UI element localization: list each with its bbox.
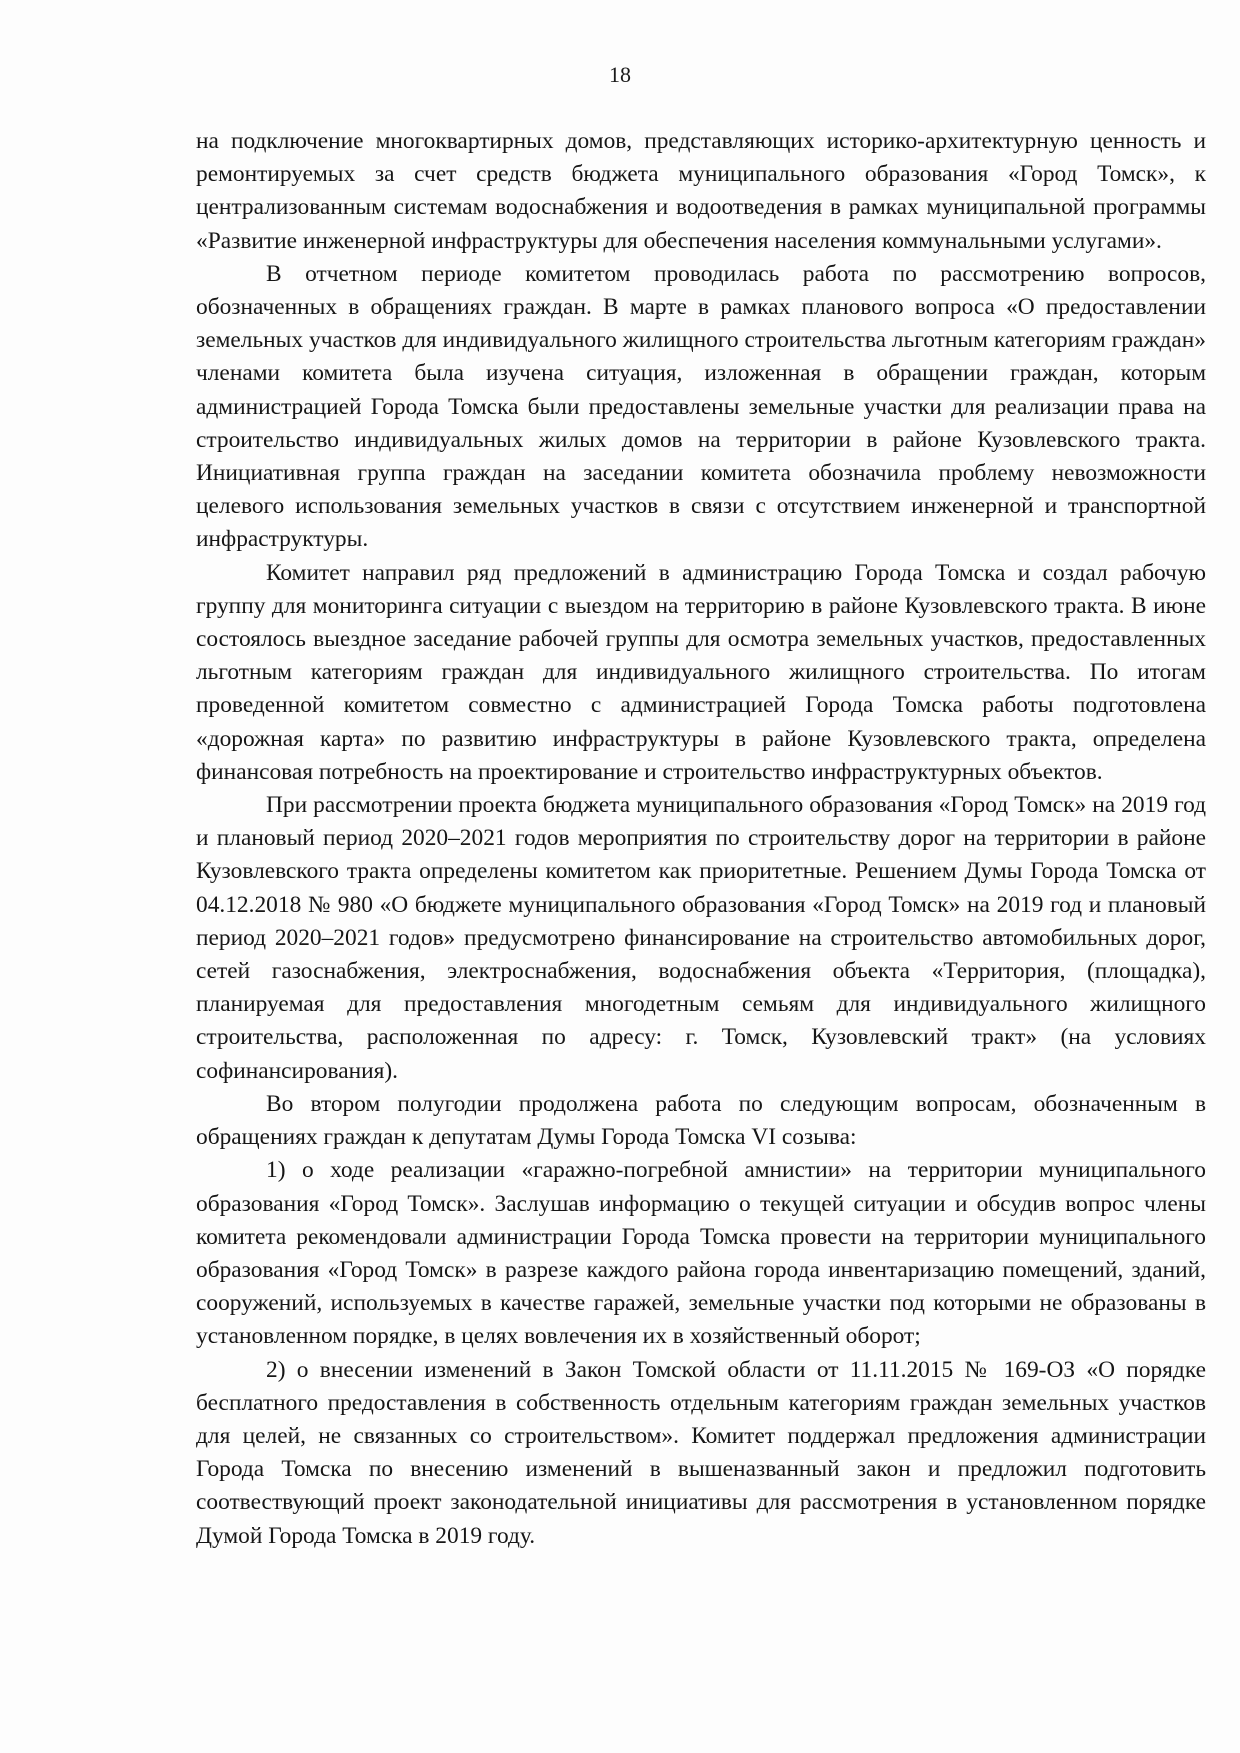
paragraph-working-group: Комитет направил ряд предложений в администрацию Города Томска и создал рабочую группу для мониторинга ситуации с выездом на территорию в районе Кузовлевского тракта. В июне состоялось выездное заседание рабочей группы для осмотра земельных участков, предоставленных льготным категориям граждан для индивидуального жилищного строительства. По итогам проведенной комитетом совместно с администрацией Города Томска работы подготовлена «дорожная карта» по развитию инфраструктуры в районе Кузовлевского тракта, определена финансовая потребность на проектирование и строительство инфраструктурных объектов. — [196, 559, 1206, 785]
document-body — [196, 125, 1206, 1553]
paragraph-item-2-law-amendments: 2) о внесении изменений в Закон Томской области от 11.11.2015 № 169-ОЗ «О порядке бесплатного предоставления в собственность отдельным категориям граждан земельных участков для целей, не связанных со строительством». Комитет поддержал предложения администрации Города Томска по внесению изменений в вышеназванный закон и предложил подготовить соотвествующий проект законодательной инициативы для рассмотрения в установленном порядке Думой Города Томска в 2019 году. — [196, 1356, 1206, 1549]
paragraph-second-half-year: Во втором полугодии продолжена работа по следующим вопросам, обозначенным в обращениях граждан к депутатам Думы Города Томска VI созыва: — [196, 1090, 1206, 1151]
page-number: 18 — [609, 62, 631, 87]
paragraph-item-1-garage-amnesty: 1) о ходе реализации «гаражно-погребной амнистии» на территории муниципального образования «Город Томск». Заслушав информацию о текущей ситуации и обсудив вопрос члены комитета рекомендовали администрации Города Томска провести на территории муниципального образования «Город Томск» в разрезе каждого района города инвентаризацию помещений, зданий, сооружений, используемых в качестве гаражей, земельные участки под которыми не образованы в установленном порядке, в целях вовлечения их в хозяйственный оборот; — [196, 1157, 1206, 1350]
paragraph-reporting-period: В отчетном периоде комитетом проводилась работа по рассмотрению вопросов, обозначенных в обращениях граждан. В марте в рамках планового вопроса «О предоставлении земельных участков для индивидуального жилищного строительства льготным категориям граждан» членами комитета была изучена ситуация, изложенная в обращении граждан, которым администрацией Города Томска были предоставлены земельные участки для реализации права на строительство индивидуальных жилых домов на территории в районе Кузовлевского тракта. Инициативная группа граждан на заседании комитета обозначила проблему невозможности целевого использования земельных участков в связи с отсутствием инженерной и транспортной инфраструктуры. — [196, 260, 1206, 553]
paragraph-intro-continuation: на подключение многоквартирных домов, представляющих историко-архитектурную ценность и ремонтируемых за счет средств бюджета муниципального образования «Город Томск», к централизованным системам водоснабжения и водоотведения в рамках муниципальной программы «Развитие инженерной инфраструктуры для обеспечения населения коммунальными услугами». — [196, 128, 1206, 254]
paragraph-budget-review: При рассмотрении проекта бюджета муниципального образования «Город Томск» на 2019 год и плановый период 2020–2021 годов мероприятия по строительству дорог на территории в районе Кузовлевского тракта определены комитетом как приоритетные. Решением Думы Города Томска от 04.12.2018 № 980 «О бюджете муниципального образования «Город Томск» на 2019 год и плановый период 2020–2021 годов» предусмотрено финансирование на строительство автомобильных дорог, сетей газоснабжения, электроснабжения, водоснабжения объекта «Территория, (площадка), планируемая для предоставления многодетным семьям для индивидуального жилищного строительства, расположенная по адресу: г. Томск, Кузовлевский тракт» (на условиях софинансирования). — [196, 792, 1206, 1084]
